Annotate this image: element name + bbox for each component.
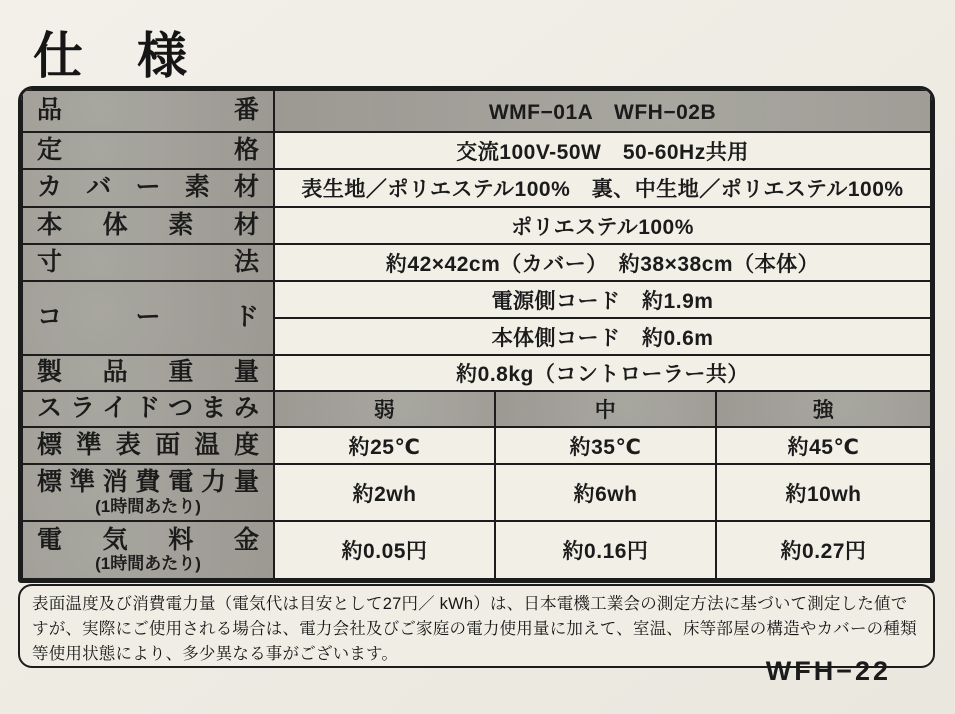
label-power-consumption: 標準消費電力量 (1時間あたり) [22,464,274,521]
value-cord-body: 本体側コード 約0.6m [274,318,931,355]
label-body-material: 本体素材 [22,207,274,244]
label-surface-temperature: 標準表面温度 [22,427,274,464]
power-low: 約2wh [274,464,495,521]
row-body-material [22,207,931,244]
label-slide-knob: スライドつまみ [22,391,274,427]
row-slide-knob [22,391,931,427]
label-rating: 定格 [22,132,274,169]
row-electricity-cost [22,521,931,579]
power-medium: 約6wh [495,464,716,521]
value-product-weight: 約0.8kg（コントローラー共） [274,355,931,391]
row-product-weight [22,355,931,391]
row-surface-temperature [22,427,931,464]
level-low: 弱 [274,391,495,427]
label-electricity-cost: 電気料金 (1時間あたり) [22,521,274,579]
power-high: 約10wh [716,464,931,521]
row-dimensions [22,244,931,281]
label-electricity-cost-sub: (1時間あたり) [95,554,201,574]
label-product-weight: 製品重量 [22,355,274,391]
surface-temp-low: 約25℃ [274,427,495,464]
value-rating: 交流100V-50W 50-60Hz共用 [274,132,931,169]
value-dimensions: 約42×42cm（カバー） 約38×38cm（本体） [274,244,931,281]
label-power-consumption-sub: (1時間あたり) [95,496,201,516]
row-cover-material [22,169,931,207]
label-cover-material: カバー素材 [22,169,274,207]
label-dimensions: 寸法 [22,244,274,281]
value-body-material: ポリエステル100% [274,207,931,244]
row-cord-power [22,281,931,318]
row-power-consumption [22,464,931,521]
label-model-number: 品番 [22,90,274,132]
label-cord: コード [22,281,274,355]
cost-low: 約0.05円 [274,521,495,579]
value-cord-power: 電源側コード 約1.9m [274,281,931,318]
value-cover-material: 表生地／ポリエステル100% 裏、中生地／ポリエステル100% [274,169,931,207]
level-high: 強 [716,391,931,427]
spec-table-frame [18,86,935,583]
footnote-text: 表面温度及び消費電力量（電気代は目安として27円／ kWh）は、日本電機工業会の測定方法に基づいて測定した値ですが、実際にご使用される場合は、電力会社及びご家庭の電力使用量に加えて、室温、床等部屋の構造やカバーの種類等使用状態により、多少異なる事がございます。 [32,595,917,664]
row-model-number [22,90,931,132]
cost-high: 約0.27円 [716,521,931,579]
row-rating [22,132,931,169]
level-medium: 中 [495,391,716,427]
page-title: 仕 様 [33,28,189,84]
surface-temp-high: 約45℃ [716,427,931,464]
doc-code: WFH−22 [765,656,891,686]
spec-table [21,89,932,580]
surface-temp-medium: 約35℃ [495,427,716,464]
cost-medium: 約0.16円 [495,521,716,579]
value-model-number: WMF−01A WFH−02B [274,90,931,132]
